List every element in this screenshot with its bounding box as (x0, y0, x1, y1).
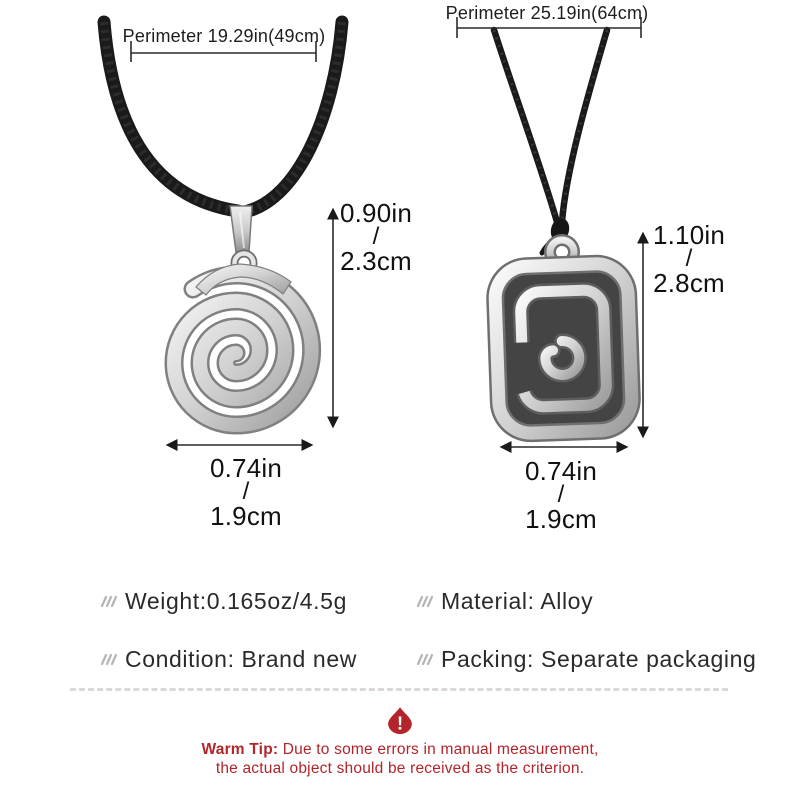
left-width-dimension (186, 453, 306, 531)
right-height-inches: 1.10in (652, 220, 726, 250)
left-height-cm: 2.3cm (340, 246, 412, 276)
spec-condition-label: Condition: Brand new (125, 646, 357, 672)
svg-text:!: ! (396, 712, 404, 734)
triple-slash-icon (100, 652, 117, 667)
alert-drop-icon (386, 706, 414, 734)
spec-material-label: Material: Alloy (441, 588, 594, 614)
spec-packing-label: Packing: Separate packaging (441, 646, 757, 672)
left-perimeter-label: Perimeter 19.29in(49cm) (122, 26, 326, 46)
left-width-inches: 0.74in (209, 453, 283, 483)
right-height-slash: / (685, 245, 693, 272)
left-necklace (104, 22, 342, 425)
triple-slash-icon (416, 594, 433, 609)
right-cord-strand (562, 30, 607, 222)
triple-slash-icon (416, 652, 433, 667)
right-width-dimension (501, 456, 621, 534)
spec-material (416, 588, 593, 615)
square-spiral-body (494, 263, 633, 435)
right-perimeter-label: Perimeter 25.19in(64cm) (445, 3, 649, 23)
warm-tip-text2: the actual object should be received as the criterion. (215, 760, 585, 777)
right-width-inches: 0.74in (524, 456, 598, 486)
right-cord-strand (494, 30, 557, 222)
spec-weight (100, 588, 347, 615)
left-height-dimension (316, 198, 436, 276)
left-height-inches: 0.90in (339, 198, 413, 228)
left-cord-strand (248, 22, 342, 211)
spec-packing (416, 646, 756, 673)
left-width-slash: / (242, 478, 250, 505)
spec-condition (100, 646, 357, 673)
right-height-dimension (629, 220, 749, 298)
left-width-cm: 1.9cm (210, 501, 282, 531)
warm-tip-line1 (0, 740, 800, 759)
dashed-divider (70, 688, 728, 691)
warm-tip-title: Warm Tip: (201, 741, 279, 758)
spec-weight-label: Weight:0.165oz/4.5g (125, 588, 347, 614)
right-necklace (494, 30, 633, 434)
left-height-slash: / (372, 223, 380, 250)
triple-slash-icon (100, 594, 117, 609)
warm-tip-text1: Due to some errors in manual measurement, (282, 741, 599, 758)
right-width-cm: 1.9cm (525, 504, 597, 534)
right-height-cm: 2.8cm (653, 268, 725, 298)
right-width-slash: / (557, 481, 565, 508)
warm-tip (0, 740, 800, 778)
